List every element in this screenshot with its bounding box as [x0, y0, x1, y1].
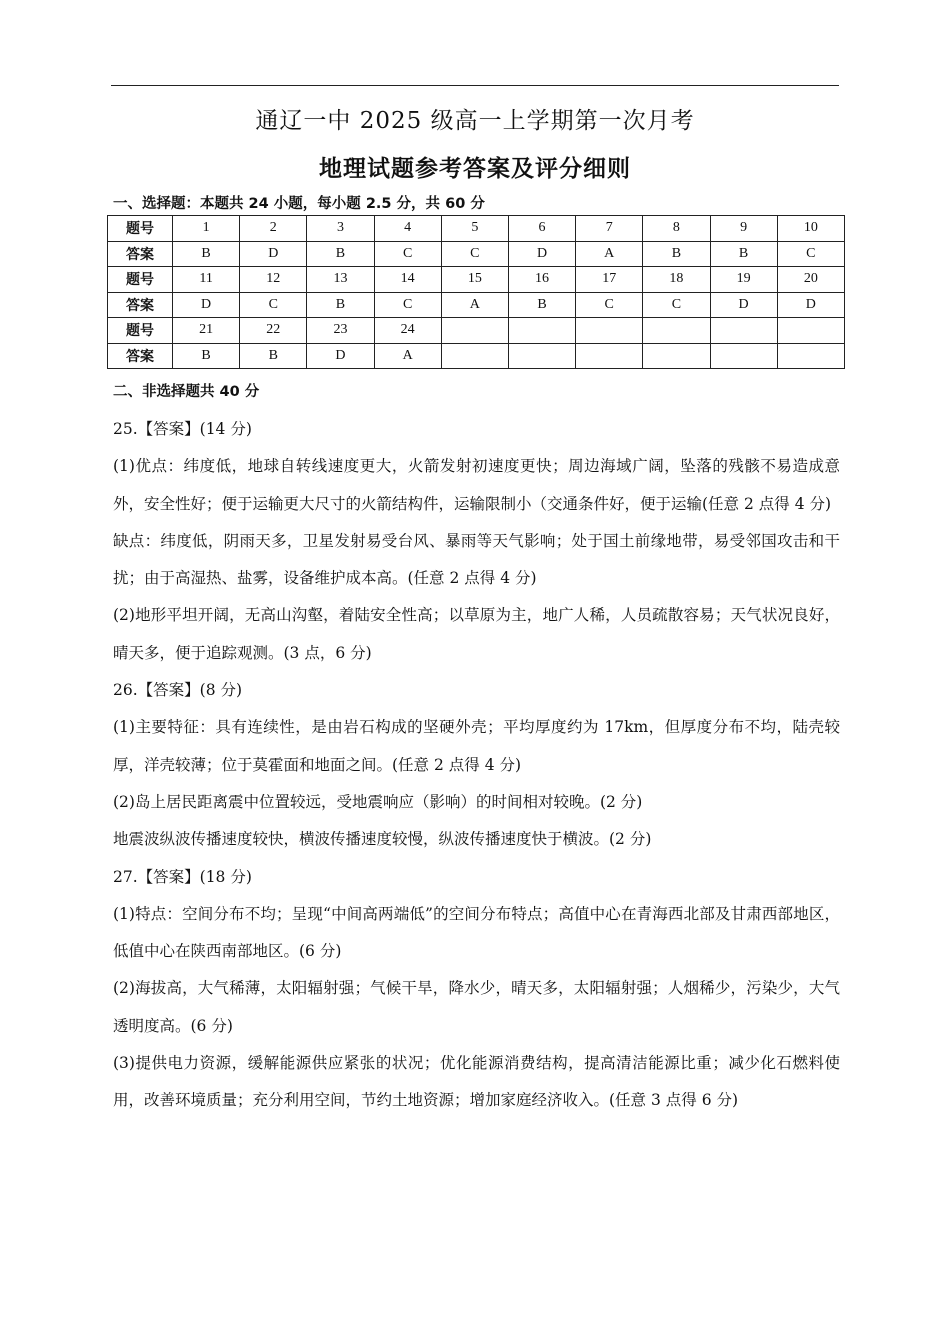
question-number-cell: 21 [173, 318, 240, 344]
answer-details [113, 411, 840, 1120]
answer-paragraph: (3)提供电力资源，缓解能源供应紧张的状况；优化能源消费结构，提高清洁能源比重；减少化石燃料使用，改善环境质量；充分利用空间，节约土地资源；增加家庭经济收入。(任意 3 点得 6 分) [113, 1054, 840, 1110]
answer-cell: A [576, 241, 643, 267]
answer-cell [643, 343, 710, 369]
answer-paragraph: (2)地形平坦开阔，无高山沟壑，着陆安全性高；以草原为主，地广人稀，人员疏散容易；天气状况良好，晴天多，便于追踪观测。(3 点，6 分) [113, 606, 840, 662]
question-number-cell: 24 [374, 318, 441, 344]
question-number-cell: 11 [173, 267, 240, 293]
answer-cell: C [576, 292, 643, 318]
row-label-question-no: 题号 [108, 216, 173, 242]
question-number-cell [441, 318, 508, 344]
row-label-answer: 答案 [108, 343, 173, 369]
section2-heading: 二、非选择题共 40 分 [113, 384, 260, 400]
question-number-row [108, 216, 845, 242]
answer-paragraph: 26.【答案】(8 分) [113, 681, 243, 700]
question-number-cell: 23 [307, 318, 374, 344]
answer-cell: D [173, 292, 240, 318]
question-number-cell: 18 [643, 267, 710, 293]
answer-paragraph: (1)特点：空间分布不均；呈现“中间高两端低”的空间分布特点；高值中心在青海西北部及甘肃西部地区，低值中心在陕西南部地区。(6 分) [113, 904, 840, 961]
answer-paragraph: (2)岛上居民距离震中位置较远，受地震响应（影响）的时间相对较晚。(2 分) [113, 792, 643, 811]
answer-row [108, 292, 845, 318]
answer-cell: D [710, 292, 777, 318]
question-number-cell: 2 [240, 216, 307, 242]
answer-paragraph: (2)海拔高，大气稀薄，太阳辐射强；气候干旱，降水少，晴天多，太阳辐射强；人烟稀少，污染少，大气透明度高。(6 分) [113, 979, 840, 1035]
question-number-cell [508, 318, 575, 344]
row-label-question-no: 题号 [108, 267, 173, 293]
header-rule [111, 85, 839, 86]
question-number-cell: 4 [374, 216, 441, 242]
question-number-cell [643, 318, 710, 344]
question-number-cell [576, 318, 643, 344]
answer-cell: A [374, 343, 441, 369]
question-number-cell: 7 [576, 216, 643, 242]
question-number-cell: 17 [576, 267, 643, 293]
question-number-cell: 16 [508, 267, 575, 293]
answer-cell: C [643, 292, 710, 318]
question-number-cell: 6 [508, 216, 575, 242]
answer-cell: B [643, 241, 710, 267]
question-number-cell: 19 [710, 267, 777, 293]
answer-cell: B [173, 241, 240, 267]
answer-cell: D [307, 343, 374, 369]
answer-cell: B [710, 241, 777, 267]
question-number-cell [710, 318, 777, 344]
answer-cell [576, 343, 643, 369]
answer-cell: C [240, 292, 307, 318]
answer-cell: B [508, 292, 575, 318]
answer-paragraph: 25.【答案】(14 分) [113, 420, 252, 438]
answer-cell [441, 343, 508, 369]
answer-cell [710, 343, 777, 369]
answer-row [108, 241, 845, 267]
answer-cell: B [240, 343, 307, 369]
question-number-cell: 13 [307, 267, 374, 293]
answer-cell: B [307, 241, 374, 267]
question-number-cell: 3 [307, 216, 374, 242]
question-number-row [108, 318, 845, 344]
answer-cell [508, 343, 575, 369]
answer-paragraph: 缺点：纬度低，阴雨天多，卫星发射易受台风、暴雨等天气影响；处于国土前缘地带，易受邻国攻击和干扰；由于高湿热、盐雾，设备维护成本高。(任意 2 点得 4 分) [113, 531, 840, 588]
question-number-cell: 9 [710, 216, 777, 242]
question-number-cell: 8 [643, 216, 710, 242]
answer-cell: C [441, 241, 508, 267]
answer-table [107, 215, 845, 369]
answer-paragraph: 27.【答案】(18 分) [113, 867, 252, 886]
answer-cell: C [374, 241, 441, 267]
question-number-cell: 12 [240, 267, 307, 293]
question-number-cell: 20 [777, 267, 844, 293]
answer-cell: A [441, 292, 508, 318]
question-number-cell: 1 [173, 216, 240, 242]
question-number-cell [777, 318, 844, 344]
answer-cell: D [240, 241, 307, 267]
doc-title: 地理试题参考答案及评分细则 [319, 156, 631, 182]
answer-cell: D [777, 292, 844, 318]
question-number-cell: 15 [441, 267, 508, 293]
section1-heading: 一、选择题：本题共 24 小题，每小题 2.5 分，共 60 分 [113, 196, 485, 212]
question-number-row [108, 267, 845, 293]
answer-paragraph: (1)优点：纬度低，地球自转线速度更大，火箭发射初速度更快；周边海域广阔，坠落的残骸不易造成意外，安全性好；便于运输更大尺寸的火箭结构件，运输限制小（交通条件好，便于运输(任意 2 点得 4 分) [113, 457, 840, 513]
row-label-question-no: 题号 [108, 318, 173, 344]
answer-row [108, 343, 845, 369]
answer-cell: C [777, 241, 844, 267]
row-label-answer: 答案 [108, 292, 173, 318]
answer-cell: B [173, 343, 240, 369]
answer-paragraph: (1)主要特征：具有连续性，是由岩石构成的坚硬外壳；平均厚度约为 17km，但厚度分布不均，陆壳较厚，洋壳较薄；位于莫霍面和地面之间。(任意 2 点得 4 分) [113, 718, 840, 774]
question-number-cell: 5 [441, 216, 508, 242]
answer-cell [777, 343, 844, 369]
answer-cell: D [508, 241, 575, 267]
answer-cell: B [307, 292, 374, 318]
answer-cell: C [374, 292, 441, 318]
row-label-answer: 答案 [108, 241, 173, 267]
school-title: 通辽一中 2025 级高一上学期第一次月考 [255, 108, 695, 134]
question-number-cell: 14 [374, 267, 441, 293]
answer-paragraph: 地震波纵波传播速度较快，横波传播速度较慢，纵波传播速度快于横波。(2 分) [113, 830, 652, 849]
question-number-cell: 22 [240, 318, 307, 344]
question-number-cell: 10 [777, 216, 844, 242]
